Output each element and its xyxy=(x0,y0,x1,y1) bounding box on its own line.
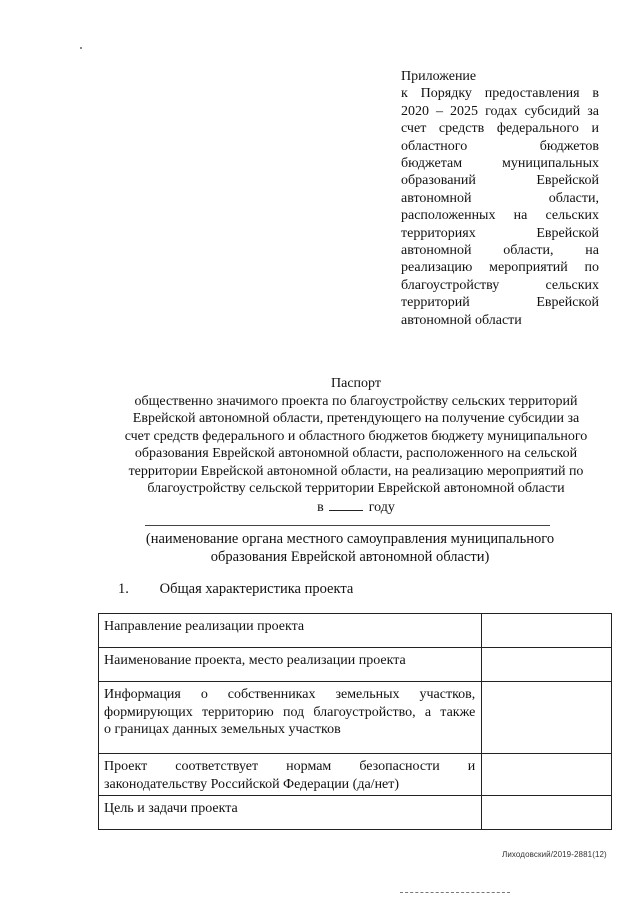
year-blank-field[interactable] xyxy=(329,498,363,511)
table-value-cell[interactable] xyxy=(482,754,612,796)
appendix-line: автономной области xyxy=(401,312,522,328)
appendix-line: 2020 – 2025 годах субсидий за xyxy=(401,103,599,119)
section-number: 1. xyxy=(118,581,129,597)
appendix-line: реализацию мероприятий по xyxy=(401,260,599,276)
table-label-line: о границах данных земельных участков xyxy=(104,722,341,737)
passport-subtitle-line: Еврейской автономной области, претендующего на получение субсидии за xyxy=(132,411,580,426)
table-row xyxy=(99,614,612,648)
table-row xyxy=(99,754,612,796)
appendix-line: бюджетам муниципальных xyxy=(401,156,599,172)
passport-title: Паспорт xyxy=(331,376,381,391)
appendix-line: образований Еврейской xyxy=(401,173,599,189)
project-characteristics-table xyxy=(98,613,612,830)
section-heading xyxy=(118,581,353,598)
org-name-blank-line[interactable] xyxy=(145,525,550,526)
passport-heading xyxy=(100,375,612,516)
passport-subtitle-line: образования Еврейской автономной области, расположенного на сельской xyxy=(134,446,578,461)
passport-subtitle-line: общественно значимого проекта по благоустройству сельских территорий xyxy=(134,393,578,409)
scan-artifact-dot xyxy=(80,47,82,49)
year-line xyxy=(100,498,612,517)
table-label-cell xyxy=(99,796,482,830)
appendix-line: автономной области, xyxy=(401,190,599,206)
table-label-line: Цель и задачи проекта xyxy=(104,801,238,816)
org-caption-line: образования Еврейской автономной области) xyxy=(210,549,490,565)
table-value-cell[interactable] xyxy=(482,682,612,754)
appendix-line: областного бюджетов xyxy=(401,138,599,154)
table-value-cell[interactable] xyxy=(482,648,612,682)
section-title: Общая характеристика проекта xyxy=(159,581,354,597)
org-caption-line: (наименование органа местного самоуправления муниципального xyxy=(145,531,555,547)
table-label-line: Наименование проекта, место реализации проекта xyxy=(104,653,406,668)
org-name-caption xyxy=(110,530,590,566)
table-value-cell[interactable] xyxy=(482,614,612,648)
appendix-line: Приложение xyxy=(401,69,477,84)
appendix-line: территорий Еврейской xyxy=(401,295,599,311)
appendix-line: счет средств федерального и xyxy=(401,121,599,137)
table-label-cell xyxy=(99,614,482,648)
document-code: Лиходовский/2019-2881(12) xyxy=(502,850,607,859)
table-row xyxy=(99,796,612,830)
table-label-line: Информация о собственниках земельных участков, xyxy=(104,687,476,702)
appendix-line: к Порядку предоставления в xyxy=(401,86,599,102)
table-value-cell[interactable] xyxy=(482,796,612,830)
passport-subtitle-line: благоустройству сельской территории Еврейской автономной области xyxy=(147,481,565,496)
appendix-line: расположенных на сельских xyxy=(401,208,599,224)
table-label-line: Направление реализации проекта xyxy=(104,619,305,634)
year-suffix: году xyxy=(368,499,395,515)
table-row xyxy=(99,648,612,682)
scan-artifact-line xyxy=(400,892,510,893)
table-label-line: формирующих территорию под благоустройство, а также xyxy=(104,704,476,720)
table-label-line: Проект соответствует нормам безопасности и xyxy=(104,759,476,774)
appendix-line: автономной области, на xyxy=(401,243,599,259)
year-prefix: в xyxy=(317,499,324,515)
table-label-cell xyxy=(99,648,482,682)
appendix-block xyxy=(401,68,599,329)
appendix-line: благоустройству сельских xyxy=(401,277,599,293)
table-label-cell xyxy=(99,682,482,754)
passport-subtitle-line: счет средств федерального и областного бюджетов бюджету муниципального xyxy=(124,428,588,444)
table-row xyxy=(99,682,612,754)
appendix-line: территориях Еврейской xyxy=(401,225,599,241)
table-label-cell xyxy=(99,754,482,796)
table-label-line: законодательству Российской Федерации (да/нет) xyxy=(104,776,400,792)
passport-subtitle-line: территории Еврейской автономной области, на реализацию мероприятий по xyxy=(128,463,584,479)
